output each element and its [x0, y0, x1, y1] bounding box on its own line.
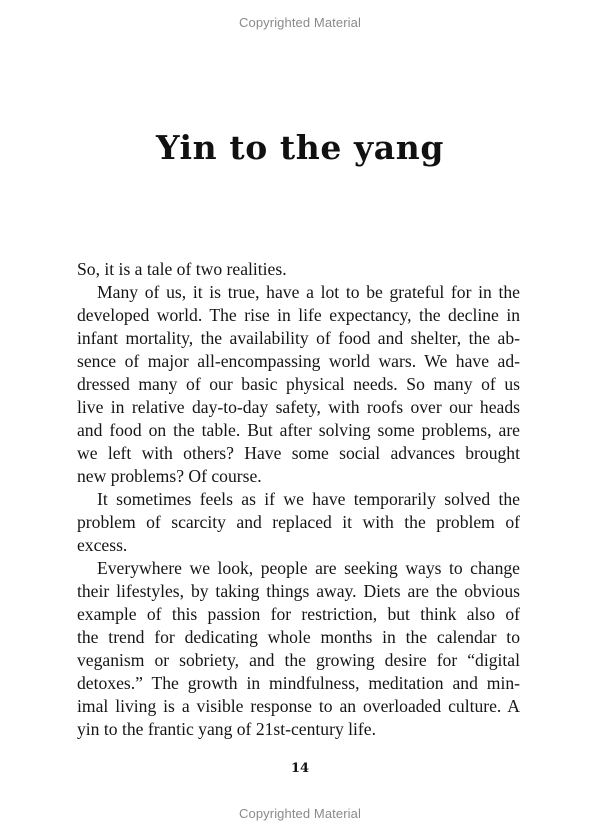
text-line: and food on the table. But after solving some problems, are [77, 420, 520, 440]
chapter-title: Yin to the yang [155, 128, 445, 167]
text-line: dressed many of our basic physical needs. So many of us [77, 374, 520, 394]
page-number: 14 [290, 761, 310, 776]
text-line: sence of major all-encompassing world wars. We have ad- [77, 351, 520, 371]
text-line: live in relative day-to-day safety, with roofs over our heads [77, 397, 520, 417]
text-line: their lifestyles, by taking things away. Diets are the obvious [77, 581, 520, 601]
text-line: Many of us, it is true, have a lot to be grateful for in the [97, 282, 520, 302]
copyright-watermark-top: Copyrighted Material [239, 15, 361, 30]
text-line: So, it is a tale of two realities. [77, 259, 287, 279]
text-line: veganism or sobriety, and the growing desire for “digital [77, 650, 520, 670]
text-line: infant mortality, the availability of food and shelter, the ab- [77, 328, 520, 348]
copyright-watermark-bottom: Copyrighted Material [239, 806, 361, 821]
text-line: Everywhere we look, people are seeking ways to change [97, 558, 520, 578]
text-line: imal living is a visible response to an overloaded culture. A [77, 696, 520, 716]
text-line: problem of scarcity and replaced it with the problem of [77, 512, 520, 532]
text-line: excess. [77, 535, 128, 555]
text-line: It sometimes feels as if we have temporarily solved the [97, 489, 520, 509]
text-line: we left with others? Have some social advances brought [77, 443, 520, 463]
text-line: new problems? Of course. [77, 466, 262, 486]
text-line: the trend for dedicating whole months in the calendar to [77, 627, 520, 647]
text-line: detoxes.” The growth in mindfulness, meditation and min- [77, 673, 520, 693]
text-line: developed world. The rise in life expectancy, the decline in [77, 305, 520, 325]
text-line: yin to the frantic yang of 21st-century life. [77, 719, 376, 739]
text-line: example of this passion for restriction, but think also of [77, 604, 520, 624]
body-text [77, 258, 520, 741]
